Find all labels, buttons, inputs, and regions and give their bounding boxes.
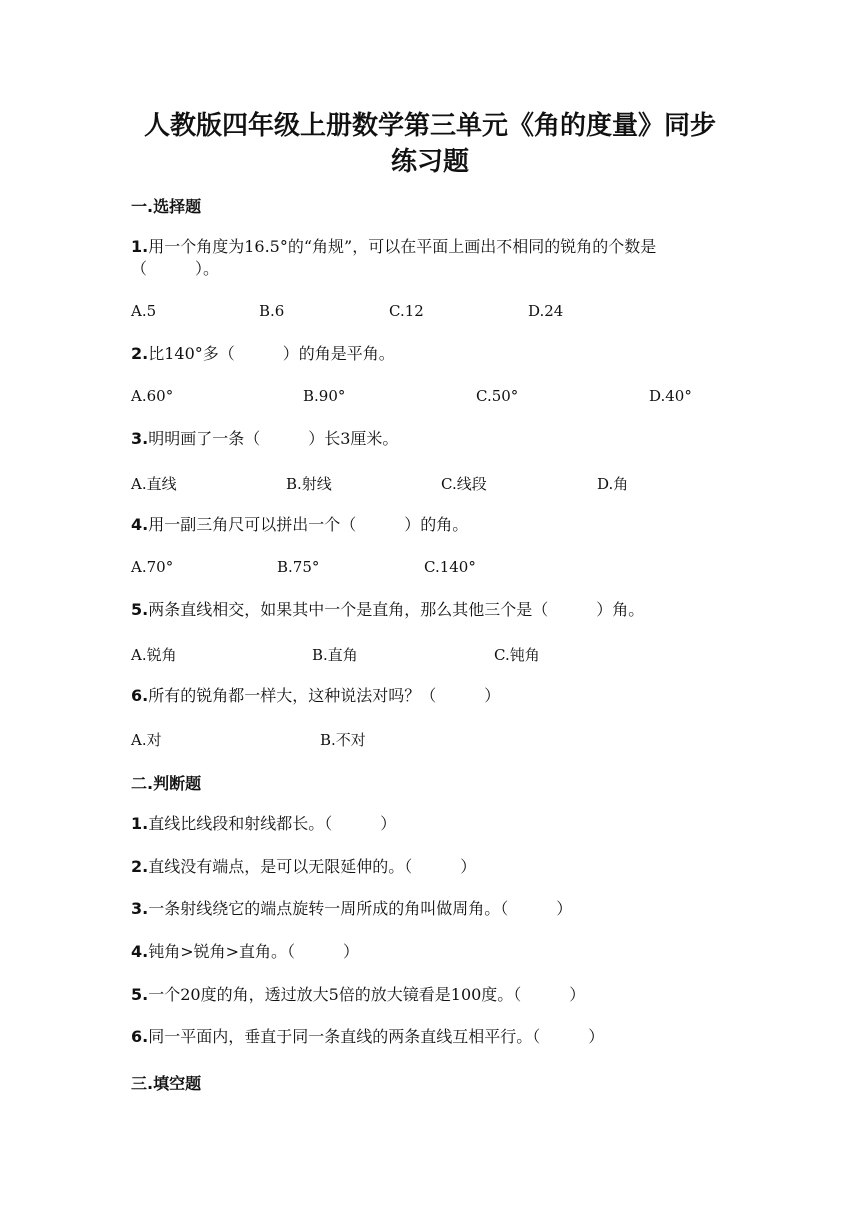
choice-question-2: [131, 343, 395, 365]
question-number: 6.: [131, 1027, 149, 1046]
option-a: A.5: [131, 302, 157, 320]
choice-question-6: [131, 685, 500, 707]
question-text: 所有的锐角都一样大，这种说法对吗？（ ）: [148, 686, 501, 705]
option-a: A.70°: [131, 558, 174, 576]
question-text: 比140°多（ ）的角是平角。: [148, 344, 395, 363]
option-d: D.40°: [649, 387, 692, 405]
option-d: D.角: [597, 475, 629, 493]
section-heading-fill: 三.填空题: [131, 1074, 202, 1093]
choice-question-1: [131, 236, 656, 258]
option-b: B.90°: [303, 387, 346, 405]
question-number: 2.: [131, 344, 149, 363]
page-title-line2: 练习题: [390, 147, 469, 177]
option-b: B.直角: [312, 646, 358, 664]
question-number: 1.: [131, 814, 149, 833]
question-text: 钝角>锐角>直角。（ ）: [148, 942, 360, 961]
option-a: A.对: [131, 731, 162, 749]
question-number: 4.: [131, 942, 149, 961]
question-number: 2.: [131, 857, 149, 876]
choice-question-4: [131, 514, 468, 536]
option-c: C.线段: [441, 475, 487, 493]
option-d: D.24: [528, 302, 564, 320]
question-text: 一条射线绕它的端点旋转一周所成的角叫做周角。（ ）: [148, 899, 573, 918]
option-a: A.直线: [131, 475, 177, 493]
section-heading-choice: 一.选择题: [131, 197, 202, 216]
judge-question-1: [131, 813, 396, 835]
question-number: 5.: [131, 985, 149, 1004]
judge-question-4: [131, 941, 359, 963]
judge-question-5: [131, 984, 585, 1006]
question-text: 两条直线相交，如果其中一个是直角，那么其他三个是（ ）角。: [148, 600, 645, 619]
question-number: 3.: [131, 899, 149, 918]
option-a: A.锐角: [131, 646, 177, 664]
question-text: 直线比线段和射线都长。（ ）: [148, 814, 397, 833]
page-title-line1: 人教版四年级上册数学第三单元《角的度量》同步: [143, 111, 716, 141]
judge-question-2: [131, 856, 476, 878]
option-c: C.12: [389, 302, 424, 320]
question-text: 用一个角度为16.5°的“角规”，可以在平面上画出不相同的锐角的个数是: [148, 237, 657, 256]
option-b: B.75°: [277, 558, 320, 576]
judge-question-3: [131, 898, 572, 920]
option-a: A.60°: [131, 387, 174, 405]
option-c: C.钝角: [494, 646, 540, 664]
choice-question-1-line2: （ ）。: [131, 259, 220, 278]
question-number: 3.: [131, 429, 149, 448]
question-text: 明明画了一条（ ）长3厘米。: [148, 429, 399, 448]
option-b: B.射线: [286, 475, 332, 493]
question-text: 一个20度的角，透过放大5倍的放大镜看是100度。（ ）: [148, 985, 586, 1004]
question-number: 4.: [131, 515, 149, 534]
option-c: C.50°: [476, 387, 519, 405]
question-text: 用一副三角尺可以拼出一个（ ）的角。: [148, 515, 469, 534]
question-number: 6.: [131, 686, 149, 705]
choice-question-5: [131, 599, 644, 621]
choice-question-3: [131, 428, 398, 450]
option-c: C.140°: [424, 558, 476, 576]
question-text: 同一平面内，垂直于同一条直线的两条直线互相平行。（ ）: [148, 1027, 605, 1046]
question-number: 1.: [131, 237, 149, 256]
question-number: 5.: [131, 600, 149, 619]
option-b: B.6: [259, 302, 285, 320]
option-b: B.不对: [320, 731, 366, 749]
question-text: 直线没有端点，是可以无限延伸的。（ ）: [148, 857, 477, 876]
section-heading-judge: 二.判断题: [131, 774, 202, 793]
judge-question-6: [131, 1026, 604, 1048]
